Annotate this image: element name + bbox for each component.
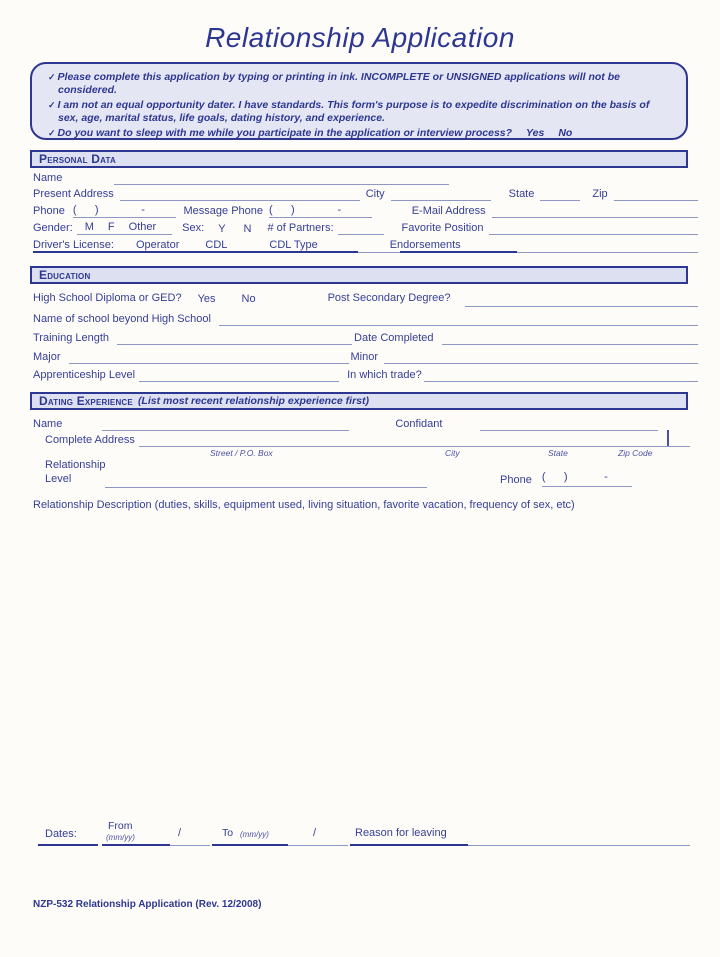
present-address-label: Present Address bbox=[33, 188, 114, 200]
street-sublabel: Street / P.O. Box bbox=[210, 448, 273, 458]
sex-y-option[interactable]: Y bbox=[218, 223, 226, 235]
training-length-line[interactable] bbox=[117, 331, 352, 345]
personal-address-row bbox=[33, 186, 698, 201]
sleep-no-option[interactable]: No bbox=[558, 126, 573, 139]
dates-to-format: (mm/yy) bbox=[240, 830, 269, 839]
cdl-option[interactable]: CDL bbox=[205, 239, 228, 251]
gender-label: Gender: bbox=[33, 222, 73, 234]
section-header-personal-data bbox=[30, 150, 688, 168]
dates-slash-2: / bbox=[313, 827, 317, 839]
apprenticeship-line[interactable] bbox=[139, 368, 339, 382]
state-label: State bbox=[508, 188, 535, 200]
email-line[interactable] bbox=[492, 204, 698, 218]
message-phone-label: Message Phone bbox=[183, 205, 263, 217]
education-training-row bbox=[33, 330, 698, 345]
dating-phone-label: Phone bbox=[500, 474, 532, 486]
date-completed-label: Date Completed bbox=[354, 332, 434, 344]
zip-label: Zip bbox=[592, 188, 608, 200]
present-address-line[interactable] bbox=[120, 187, 360, 201]
city-sublabel: City bbox=[445, 448, 460, 458]
education-major-row bbox=[33, 349, 698, 364]
form-number-footer: NZP-532 Relationship Application (Rev. 12/2008) bbox=[33, 899, 262, 910]
dating-name-label: Name bbox=[33, 418, 63, 430]
dates-underline bbox=[38, 844, 98, 846]
sex-label: Sex: bbox=[182, 222, 205, 234]
license-line-gap[interactable] bbox=[358, 252, 400, 253]
personal-license-row bbox=[33, 237, 698, 252]
dates-label: Dates: bbox=[45, 828, 77, 840]
section-header-education bbox=[30, 266, 688, 284]
state-line[interactable] bbox=[540, 187, 580, 201]
relationship-description-label: Relationship Description (duties, skills, equipment used, living situation, favorite vacation, frequency of sex, etc) bbox=[33, 499, 575, 511]
date-completed-line[interactable] bbox=[442, 331, 698, 345]
confidant-label: Confidant bbox=[395, 418, 443, 430]
name-line[interactable] bbox=[114, 171, 449, 185]
minor-label: Minor bbox=[350, 351, 379, 363]
zip-code-sublabel: Zip Code bbox=[618, 448, 653, 458]
reason-for-leaving-label: Reason for leaving bbox=[355, 827, 447, 839]
hs-no-option[interactable]: No bbox=[241, 293, 256, 305]
training-length-label: Training Length bbox=[33, 332, 110, 344]
notice-item-2 bbox=[48, 99, 672, 126]
phone-line[interactable]: ( ) - bbox=[72, 204, 176, 216]
education-hs-row bbox=[33, 290, 698, 305]
dating-address-row bbox=[45, 433, 690, 447]
reason-line[interactable] bbox=[468, 845, 690, 846]
favorite-position-label: Favorite Position bbox=[401, 222, 484, 234]
confidant-line[interactable] bbox=[480, 417, 658, 431]
notice-item-1 bbox=[48, 71, 672, 98]
post-secondary-label: Post Secondary Degree? bbox=[327, 292, 451, 304]
sex-n-option[interactable]: N bbox=[243, 223, 252, 235]
sleep-yes-option[interactable]: Yes bbox=[526, 126, 545, 139]
education-heading: Education bbox=[39, 268, 91, 282]
dates-to-label: To bbox=[222, 827, 234, 839]
operator-option[interactable]: Operator bbox=[135, 239, 180, 251]
minor-line[interactable] bbox=[384, 350, 698, 364]
check-icon: ✓ bbox=[48, 127, 56, 138]
phone-label: Phone bbox=[33, 205, 65, 217]
check-icon: ✓ bbox=[48, 72, 56, 82]
major-line[interactable] bbox=[69, 350, 349, 364]
endorsements-label: Endorsements bbox=[389, 239, 461, 251]
reason-underline bbox=[350, 844, 468, 846]
gender-f-option[interactable]: F bbox=[107, 221, 115, 233]
to-reason-line[interactable] bbox=[288, 845, 348, 846]
dating-name-row bbox=[33, 416, 698, 431]
personal-gender-row bbox=[33, 220, 698, 235]
relationship-level-line[interactable] bbox=[105, 487, 427, 488]
endorsements-underline[interactable] bbox=[400, 251, 517, 253]
zip-line[interactable] bbox=[614, 187, 698, 201]
education-apprenticeship-row bbox=[33, 367, 698, 382]
check-icon: ✓ bbox=[48, 99, 56, 110]
city-line[interactable] bbox=[391, 187, 491, 201]
notice-text-3: Do you want to sleep with me while you participate in the application or interview process? bbox=[57, 126, 513, 139]
dating-experience-note: (List most recent relationship experience first) bbox=[137, 395, 369, 407]
notice-item-3 bbox=[48, 127, 672, 140]
section-header-dating-experience bbox=[30, 392, 688, 410]
license-line[interactable] bbox=[33, 251, 358, 253]
partners-label: # of Partners: bbox=[267, 222, 334, 234]
trade-label: In which trade? bbox=[347, 369, 422, 381]
education-school-row bbox=[33, 311, 698, 326]
gender-other-option[interactable]: Other bbox=[128, 221, 157, 233]
complete-address-line[interactable] bbox=[139, 433, 690, 447]
endorsements-line[interactable] bbox=[517, 252, 698, 253]
name-label: Name bbox=[33, 172, 63, 184]
hs-diploma-label: High School Diploma or GED? bbox=[33, 292, 182, 304]
partners-line[interactable] bbox=[338, 221, 384, 235]
to-underline[interactable] bbox=[212, 844, 288, 846]
dating-phone-row bbox=[500, 471, 680, 487]
dates-from-format: (mm/yy) bbox=[106, 833, 135, 842]
page-title: Relationship Application bbox=[205, 22, 515, 53]
email-label: E-Mail Address bbox=[411, 205, 486, 217]
relationship-label: Relationship bbox=[45, 459, 106, 471]
trade-line[interactable] bbox=[424, 368, 698, 382]
dating-phone-line[interactable]: ( ) - bbox=[542, 471, 632, 487]
from-to-line[interactable] bbox=[170, 845, 210, 846]
message-phone-line[interactable]: ( ) - bbox=[269, 204, 372, 216]
gender-m-option[interactable]: M bbox=[84, 221, 94, 233]
dating-experience-heading: Dating Experience bbox=[39, 394, 133, 408]
dating-name-line[interactable] bbox=[102, 417, 349, 431]
school-beyond-line[interactable] bbox=[219, 312, 698, 326]
school-beyond-label: Name of school beyond High School bbox=[33, 313, 211, 325]
personal-name-row bbox=[33, 170, 698, 185]
cdl-type-label: CDL Type bbox=[269, 239, 318, 251]
gender-options-line bbox=[77, 221, 172, 235]
dates-slash-1: / bbox=[178, 827, 182, 839]
post-secondary-line[interactable] bbox=[465, 306, 698, 307]
major-label: Major bbox=[33, 351, 61, 363]
city-label: City bbox=[365, 188, 385, 200]
notice-text-2: I am not an equal opportunity dater. I have standards. This form's purpose is to expedite discrimination on the basis of sex, age, marital status, life goals, dating history, and experience. bbox=[57, 98, 650, 125]
state-sublabel: State bbox=[548, 448, 568, 458]
apprenticeship-label: Apprenticeship Level bbox=[33, 369, 136, 381]
level-label: Level bbox=[45, 473, 72, 485]
from-underline[interactable] bbox=[102, 844, 170, 846]
notice-box bbox=[30, 62, 688, 140]
drivers-license-label: Driver's License: bbox=[33, 239, 114, 251]
personal-phone-row bbox=[33, 203, 698, 218]
complete-address-label: Complete Address bbox=[45, 434, 135, 446]
favorite-position-line[interactable] bbox=[489, 221, 698, 235]
hs-yes-option[interactable]: Yes bbox=[197, 293, 216, 305]
dates-from-label: From bbox=[108, 820, 133, 832]
personal-data-heading: Personal Data bbox=[39, 152, 116, 166]
notice-text-1: Please complete this application by typing or printing in ink. INCOMPLETE or UNSIGNED applications will not be considered. bbox=[57, 71, 620, 97]
